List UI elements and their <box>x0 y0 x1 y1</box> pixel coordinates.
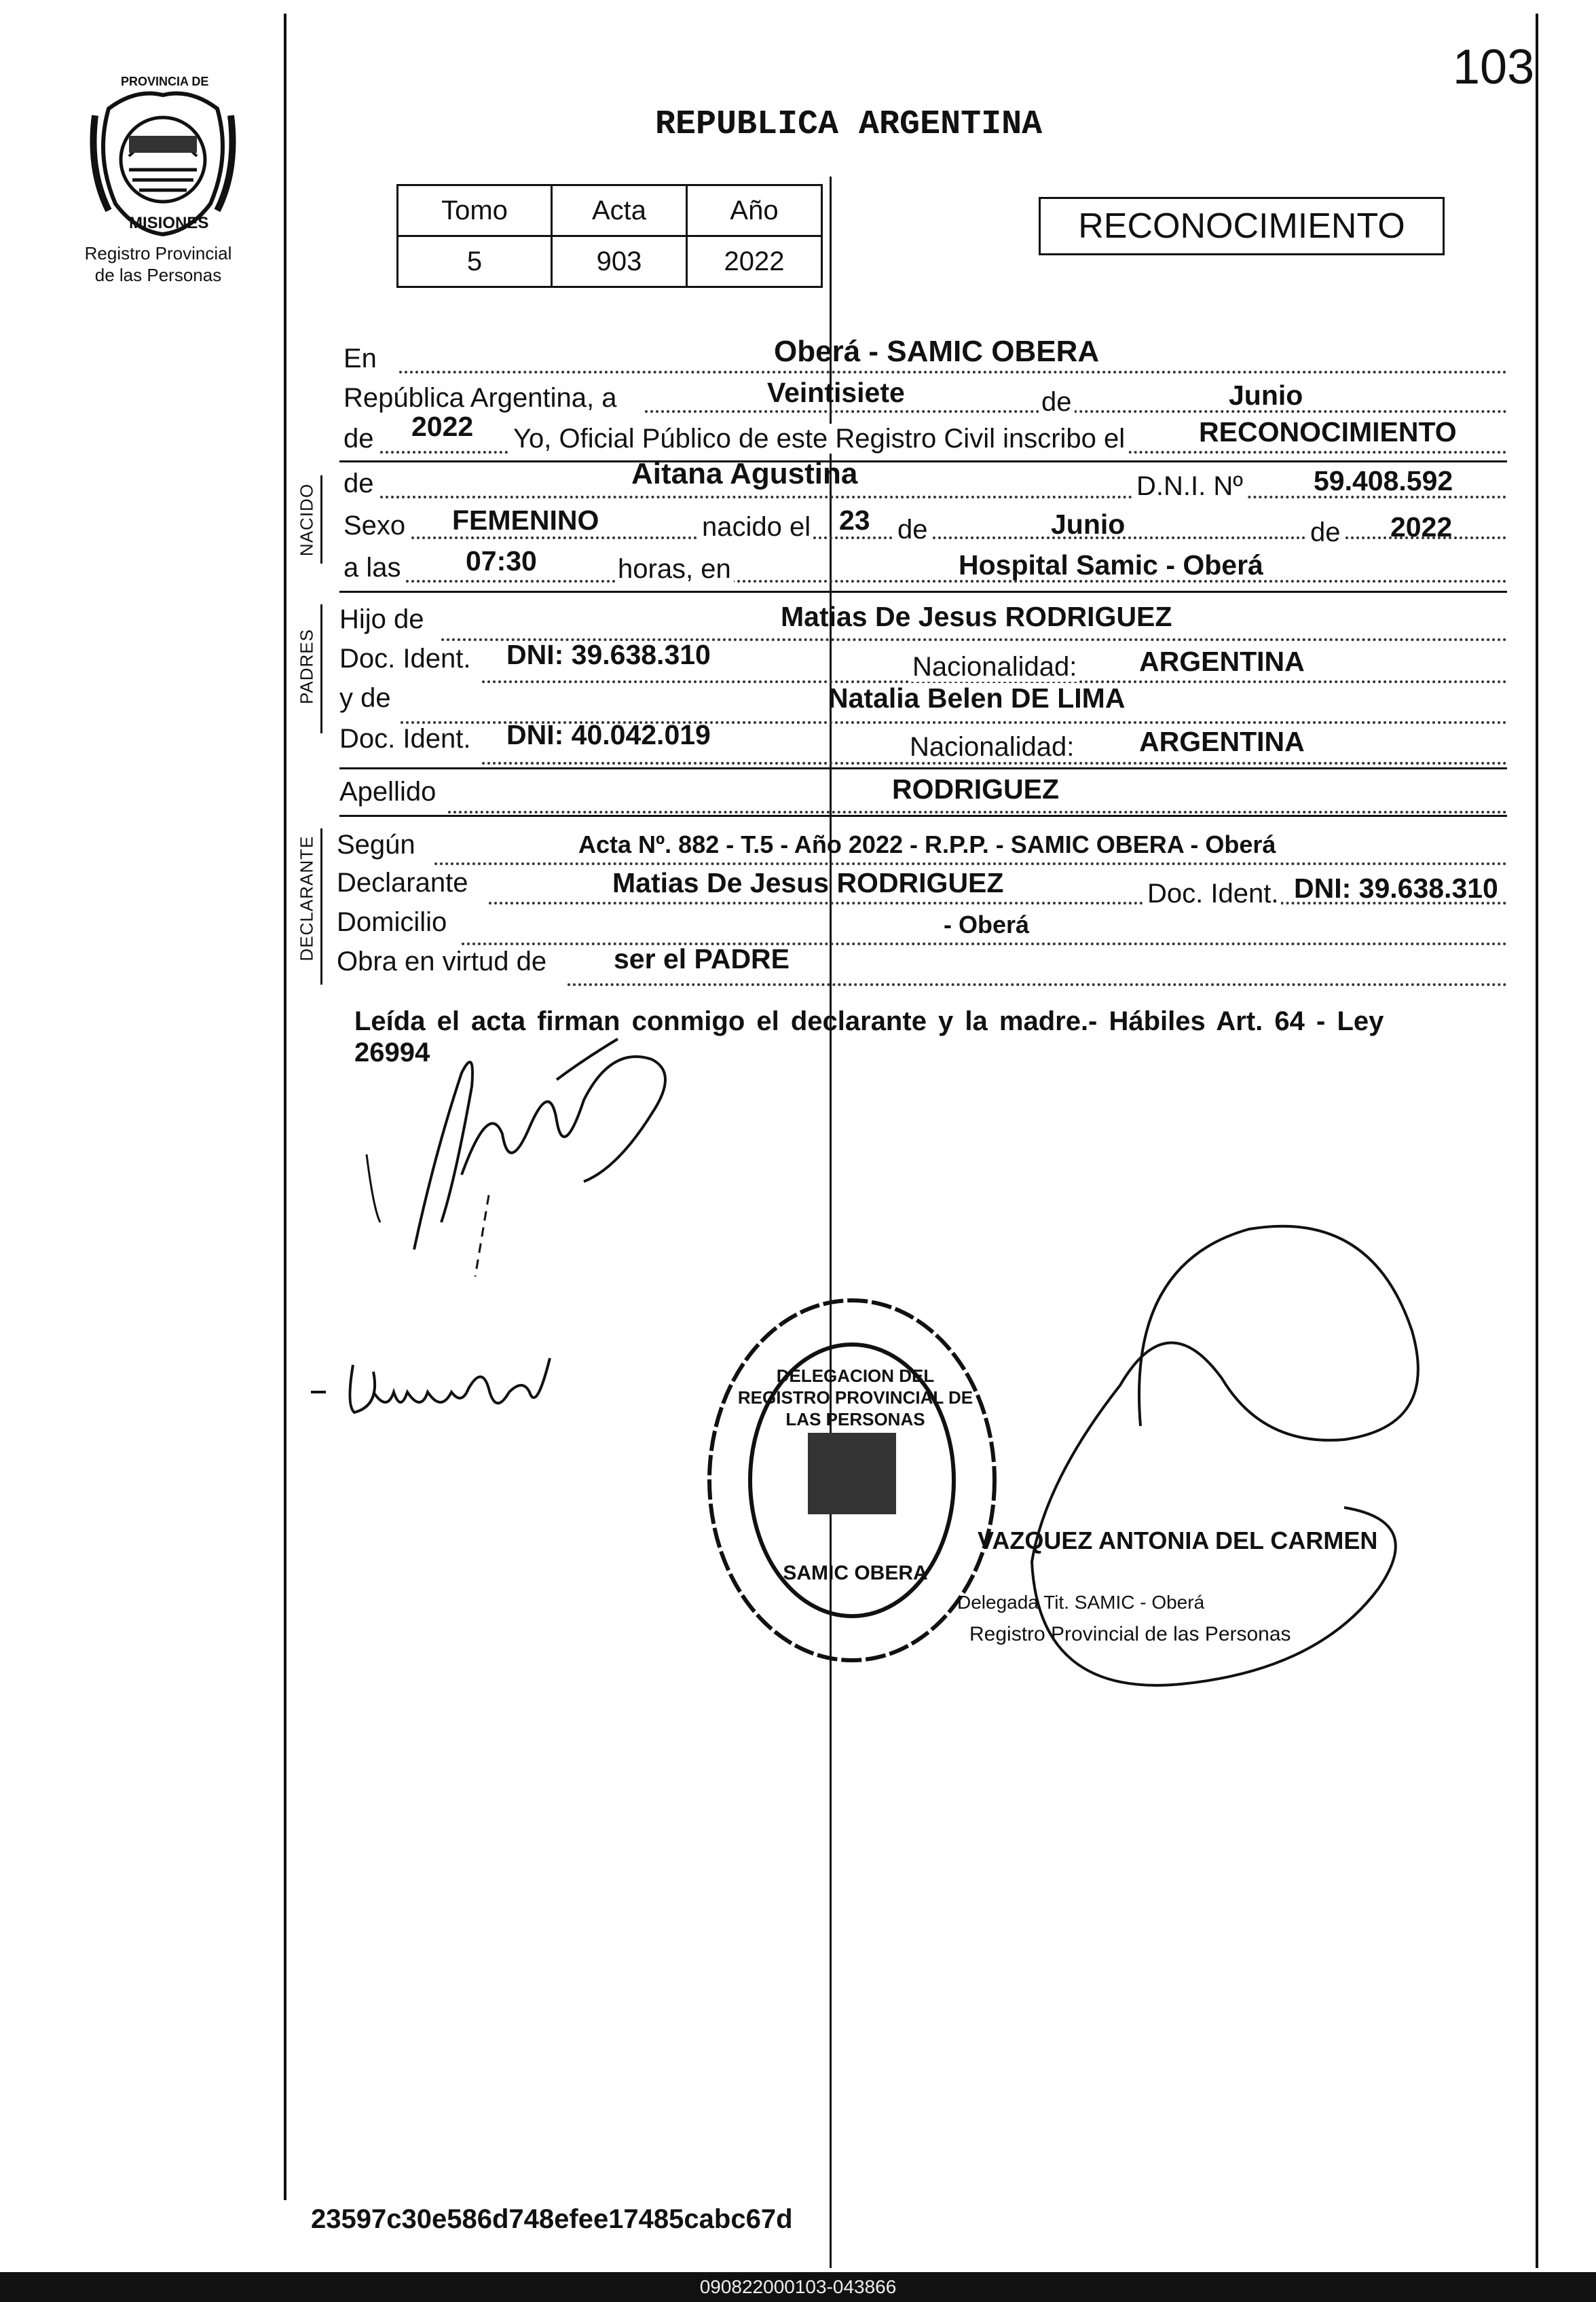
declarant-signature <box>326 1019 747 1277</box>
stamp-ring-text: DELEGACION DEL REGISTRO PROVINCIAL DE LAS PERSONAS <box>737 1366 973 1429</box>
province-logo <box>88 68 238 238</box>
value-mother-nat: ARGENTINA <box>1139 726 1305 757</box>
value-place: Hospital Samic - Oberá <box>959 549 1263 581</box>
seal-text-bottom: MISIONES <box>129 214 209 232</box>
value-tomo: 5 <box>398 236 552 287</box>
value-apellido: RODRIGUEZ <box>892 773 1059 805</box>
divider-2 <box>339 591 1507 593</box>
label-de-year: de <box>344 424 374 454</box>
header-acta: Acta <box>552 185 687 236</box>
value-domicilio: - Oberá <box>944 911 1030 938</box>
divider-4 <box>339 815 1507 817</box>
label-republica: República Argentina, a <box>344 383 617 413</box>
nacido-bar <box>320 475 322 564</box>
label-apellido: Apellido <box>339 777 439 807</box>
value-inscribo: RECONOCIMIENTO <box>1199 416 1457 447</box>
label-hijo: Hijo de <box>339 604 427 634</box>
label-doc-father: Doc. Ident. <box>339 644 473 674</box>
label-de-byear: de <box>1307 517 1343 547</box>
side-padres: PADRES <box>296 629 317 704</box>
official-name: VAZQUEZ ANTONIA DEL CARMEN <box>978 1527 1378 1554</box>
value-birth-day: 23 <box>839 505 870 536</box>
mother-signature <box>305 1351 563 1426</box>
seal-text-top: PROVINCIA DE <box>121 75 209 88</box>
text-oficial: Yo, Oficial Público de este Registro Civil inscribo el <box>509 424 1129 454</box>
label-en: En <box>344 344 377 373</box>
closing-text: Leída el acta firman conmigo el declarante y la madre.- Hábiles Art. 64 - Ley <box>354 1006 1384 1036</box>
label-domicilio: Domicilio <box>337 907 449 937</box>
value-mother-doc: DNI: 40.042.019 <box>506 719 711 750</box>
org-line-1: Registro Provincial <box>84 243 232 263</box>
label-y-de: y de <box>339 683 394 713</box>
page-number: 103 <box>1453 40 1535 94</box>
label-segun: Según <box>337 830 418 860</box>
value-obra: ser el PADRE <box>614 943 790 974</box>
side-nacido: NACIDO <box>296 483 317 557</box>
label-a-las: a las <box>344 553 404 583</box>
value-father-doc: DNI: 39.638.310 <box>506 639 711 670</box>
label-dni: D.N.I. Nº <box>1134 471 1246 501</box>
padres-bar <box>320 604 322 733</box>
org-line-2: de las Personas <box>94 265 222 285</box>
declarante-bar <box>320 828 322 985</box>
value-time: 07:30 <box>466 545 537 577</box>
misiones-seal-icon <box>88 68 238 238</box>
label-de-month: de <box>1039 387 1075 417</box>
value-day: Veintisiete <box>767 377 905 408</box>
value-year: 2022 <box>411 411 474 442</box>
document-hash: 23597c30e586d748efee17485cabc67d <box>311 2204 793 2234</box>
label-de-bmonth: de <box>895 515 931 545</box>
side-declarante: DECLARANTE <box>296 835 317 962</box>
value-father: Matias De Jesus RODRIGUEZ <box>781 601 1172 632</box>
closing-text-2: 26994 <box>354 1038 430 1067</box>
value-father-nat: ARGENTINA <box>1139 646 1305 677</box>
label-declarante: Declarante <box>337 868 470 898</box>
value-anio: 2022 <box>687 236 822 287</box>
value-declarante: Matias De Jesus RODRIGUEZ <box>612 867 1004 898</box>
value-declarante-doc: DNI: 39.638.310 <box>1294 873 1498 904</box>
official-org: Registro Provincial de las Personas <box>969 1623 1291 1645</box>
label-declarante-doc: Doc. Ident. <box>1145 879 1281 909</box>
label-obra: Obra en virtud de <box>337 947 549 976</box>
label-horas: horas, en <box>615 554 734 584</box>
footer-id-bar: 090822000103-043866 <box>0 2272 1596 2302</box>
label-nat-father: Nacionalidad: <box>910 652 1079 682</box>
label-nat-mother: Nacionalidad: <box>907 732 1077 762</box>
value-month: Junio <box>1229 380 1303 411</box>
label-doc-mother: Doc. Ident. <box>339 724 473 754</box>
value-en: Oberá - SAMIC OBERA <box>774 335 1100 368</box>
header-anio: Año <box>687 185 822 236</box>
label-sexo: Sexo <box>344 511 408 541</box>
act-type-box: RECONOCIMIENTO <box>1039 197 1445 255</box>
label-de-name: de <box>344 469 374 498</box>
divider-1 <box>339 460 1507 462</box>
value-sexo: FEMENINO <box>452 505 599 536</box>
left-border <box>284 14 286 2200</box>
value-birth-month: Junio <box>1051 509 1126 540</box>
right-border <box>1536 14 1538 2268</box>
country-title: REPUBLICA ARGENTINA <box>655 105 1043 144</box>
official-role: Delegada Tit. SAMIC - Oberá <box>957 1592 1205 1613</box>
value-acta: 903 <box>552 236 687 287</box>
reference-table <box>396 184 823 288</box>
value-segun: Acta Nº. 882 - T.5 - Año 2022 - R.P.P. - SAMIC OBERA - Oberá <box>578 830 1276 858</box>
header-tomo: Tomo <box>398 185 552 236</box>
label-nacido: nacido el <box>699 512 813 542</box>
value-name: Aitana Agustina <box>631 457 858 490</box>
row-hora <box>401 550 1507 583</box>
value-mother: Natalia Belen DE LIMA <box>828 682 1126 714</box>
value-birth-year: 2022 <box>1390 511 1453 543</box>
value-dni: 59.408.592 <box>1314 465 1453 496</box>
stamp-bottom-text: SAMIC OBERA <box>783 1562 928 1584</box>
official-signature <box>964 1209 1453 1725</box>
divider-3 <box>339 767 1507 769</box>
